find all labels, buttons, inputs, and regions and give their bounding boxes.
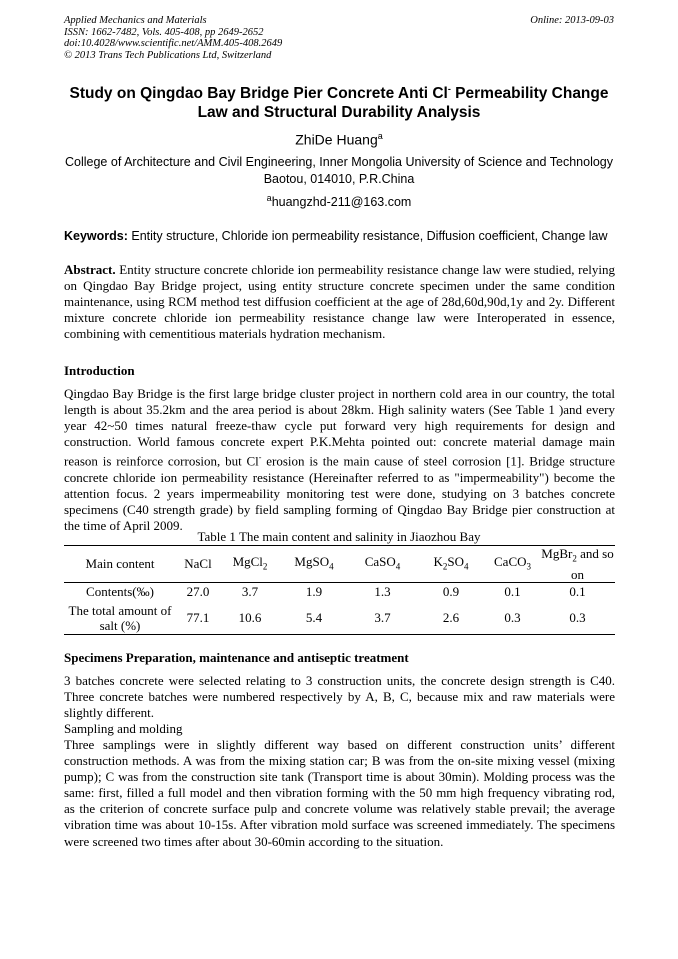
row-label: The total amount of salt (%) (64, 602, 176, 635)
table-row (64, 582, 615, 602)
title-part-1: Study on Qingdao Bay Bridge Pier Concrete Anti Cl (69, 85, 448, 103)
table-cell: 0.1 (569, 584, 586, 600)
table-cell: 1.9 (305, 584, 323, 600)
author (0, 131, 678, 148)
abstract (64, 262, 615, 342)
abstract-label: Abstract. (64, 262, 116, 277)
table-row (64, 602, 615, 635)
row-label: Contents(‰) (86, 584, 154, 600)
header-mgbr2: MgBr$_2$ and so on (541, 546, 614, 582)
author-superscript: a (377, 131, 383, 141)
header-main-content: Main content (64, 546, 176, 583)
table-cell: 10.6 (220, 602, 280, 635)
table-cell: 27.0 (186, 584, 210, 600)
table-cell: 3.7 (348, 602, 417, 635)
table-header-row (64, 546, 615, 583)
table-cell: 0.1 (504, 584, 521, 600)
specimens-paragraph-2: Three samplings were in slightly different way based on different construction units’ different construction methods. A was from the mixing station car; B was from the on-site mixing vessel (mixing pump); C was from the construction site tank (Transport time is about 30min). Molding process was the same: first, filled a full model and then vibration forming with the 50 mm high frequency vibrating rod, as the criterion of concrete surface pulp and concrete volume was relatively stable prevail; the average vibration time was about 10-15s. After vibration mold surface was screened immediately. The specimens were screened two times after about 30-60min according to the situation. (64, 737, 615, 849)
introduction-text (64, 386, 615, 534)
paper-title (40, 80, 638, 122)
author-name: ZhiDe Huang (295, 131, 378, 148)
table-cell: 2.6 (417, 602, 485, 635)
email-address[interactable]: huangzhd-211@163.com (271, 195, 412, 210)
intro-text-part-1: Qingdao Bay Bridge is the first large bridge cluster project in northern cold area in our country, the total length is about 35.2km and the area period is about 28km. High salinity waters (See Table 1 )and every year 42~50 times natural freeze-thaw cycle put forward very high requirements for design and construction. World famous concrete expert P.K.Mehta pointed out: concrete material damage main reason is reinforce corrosion, but Cl (64, 386, 615, 469)
title-line-2: Law and Structural Durability Analysis (197, 104, 481, 122)
sampling-subheading: Sampling and molding (64, 721, 183, 736)
header-caco3: CaCO$_3$ (485, 546, 540, 583)
specimens-heading: Specimens Preparation, maintenance and antiseptic treatment (64, 650, 409, 665)
table-caption: Table 1 The main content and salinity in Jiaozhou Bay (197, 529, 481, 544)
doi-line: doi:10.4028/www.scientific.net/AMM.405-408.2649 (64, 38, 283, 49)
table-cell: 1.3 (374, 584, 391, 600)
specimens-paragraph-1: 3 batches concrete were selected relating to 3 construction units, the concrete design strength is C40. Three concrete batches were numbered respectively by A, B, C, because mix and raw materials were slightly different. (64, 673, 615, 721)
table-cell: 0.3 (540, 602, 615, 635)
title-superscript: - (447, 84, 451, 94)
copyright-line: © 2013 Trans Tech Publications Ltd, Switzerland (64, 49, 272, 61)
header-caso4: CaSO$_4$ (348, 546, 417, 583)
keywords-text: Entity structure, Chloride ion permeability resistance, Diffusion coefficient, Change law (127, 229, 608, 243)
salinity-table (64, 545, 615, 635)
online-date: Online: 2013-09-03 (530, 15, 614, 26)
journal-name: Applied Mechanics and Materials (64, 15, 207, 26)
email-superscript: a (266, 193, 272, 203)
header-mgso4: MgSO$_4$ (280, 546, 348, 583)
affiliation-line-1: College of Architecture and Civil Engineering, Inner Mongolia University of Science and Technology (65, 155, 613, 169)
table-cell: 0.9 (442, 584, 460, 600)
abstract-text: Entity structure concrete chloride ion permeability resistance change law were studied, relying on Qingdao Bay Bridge project, using entity structure concrete specimen under the same condition maintenance, using RCM method test diffusion coefficient at the age of 28d,60d,90d,1y and 2y. Different mixture concrete chloride ion permeability resistance change law were Interoperated in essence, combining with cementitious materials hydration mechanism. (64, 262, 615, 342)
title-part-2: Permeability Change (450, 85, 609, 103)
issn-line: ISSN: 1662-7482, Vols. 405-408, pp 2649-2652 (64, 26, 264, 38)
header-mgcl2: MgCl$_2$ (220, 546, 280, 583)
header-nacl: NaCl (176, 546, 220, 583)
intro-text-part-2: erosion is the main cause of steel corrosion [1]. Bridge structure concrete chloride ion permeability resistance (Hereinafter referred to as "impermeability") become the attention focus. 2 years impermeability monitoring test were done, studying on 3 batches concrete specimens (C40 strength grade) by field sampling forming of Qingdao Bay Bridge pier construction at the time of April 2009. (64, 453, 615, 534)
affiliation-line-2: Baotou, 014010, P.R.China (263, 172, 415, 186)
journal-header (64, 15, 282, 61)
header-k2so4: $K_2SO_4$ (417, 546, 485, 583)
intro-superscript: - (258, 453, 262, 463)
introduction-heading: Introduction (64, 363, 135, 378)
keywords-label: Keywords: (64, 229, 128, 243)
table-cell: 77.1 (176, 602, 220, 635)
table-cell: 5.4 (280, 602, 348, 635)
affiliation (40, 154, 638, 188)
keywords (64, 229, 624, 243)
email (0, 193, 678, 209)
table-cell: 3.7 (241, 584, 259, 600)
table-cell: 0.3 (485, 602, 540, 635)
